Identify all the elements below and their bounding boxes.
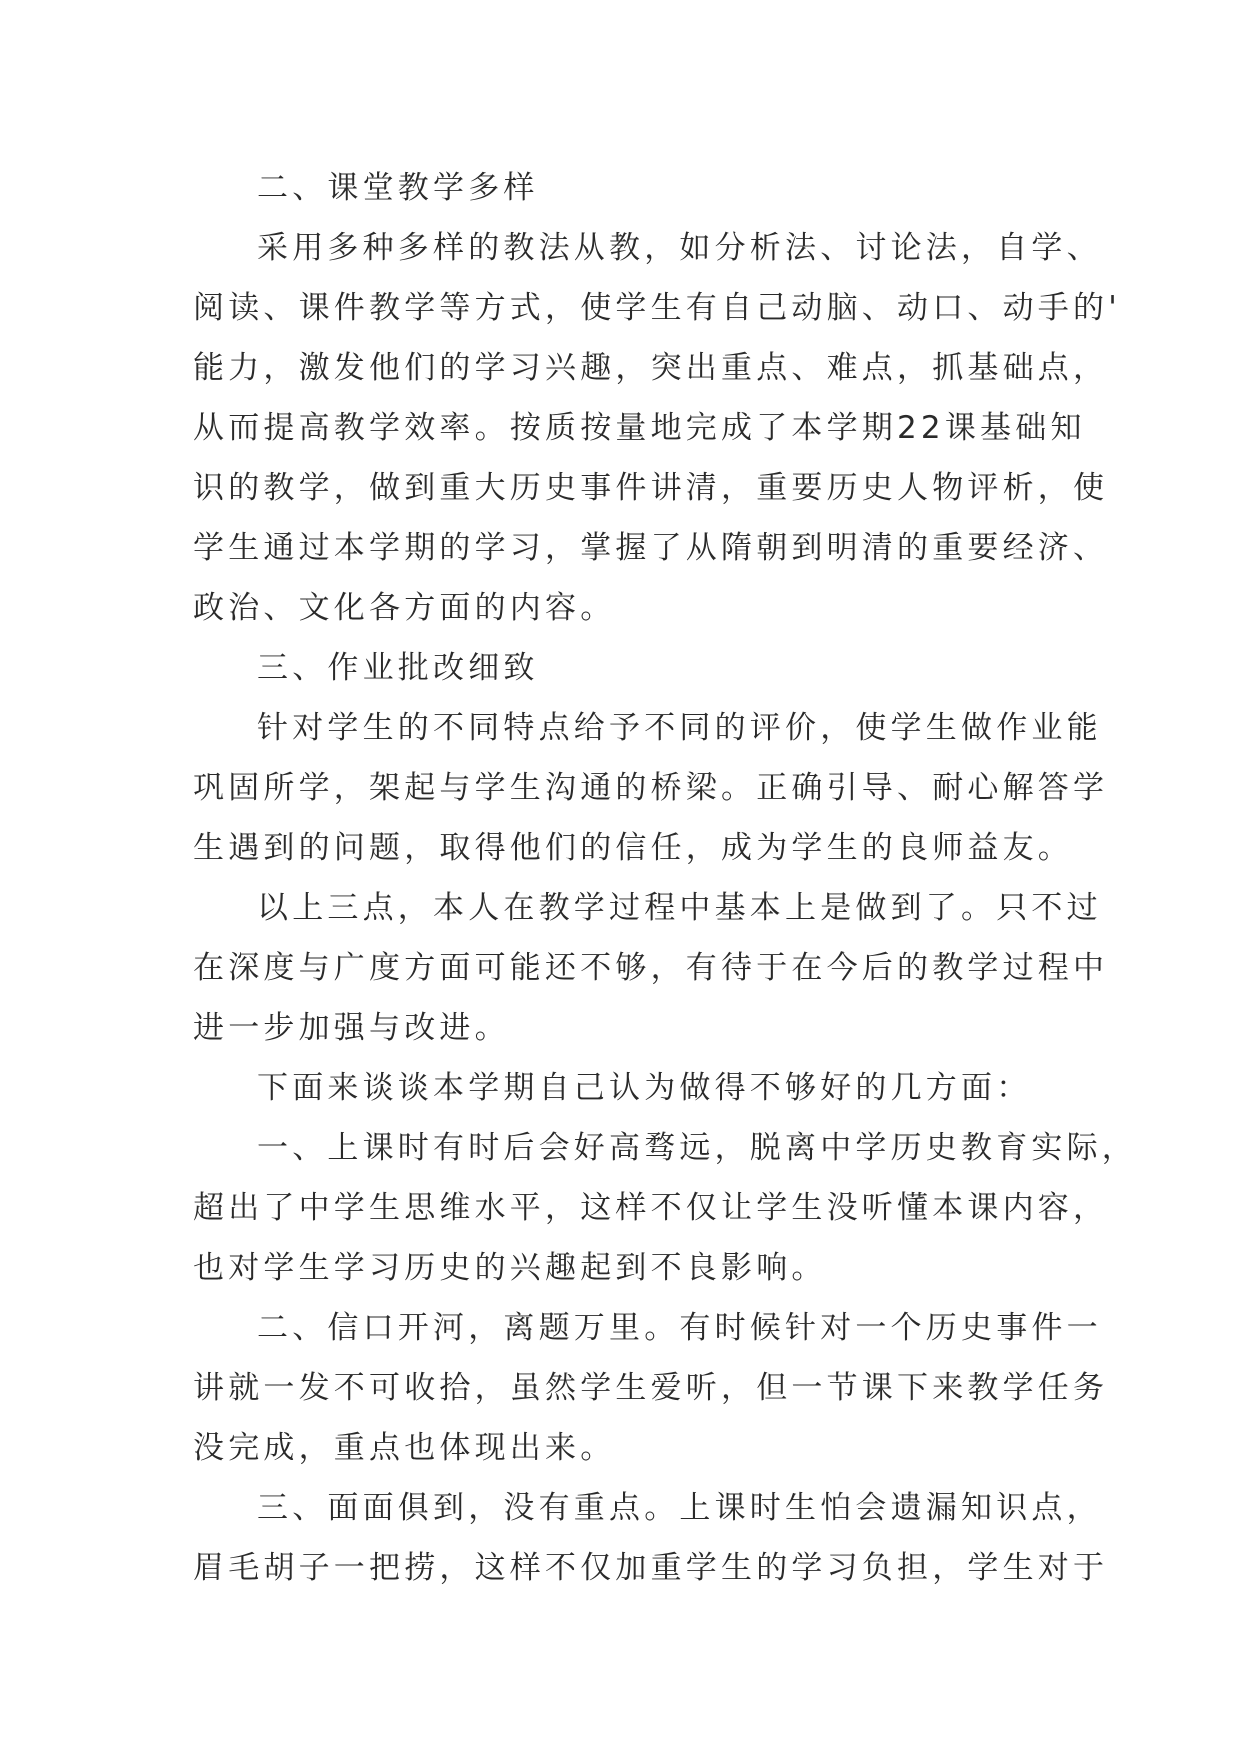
heading-classroom-teaching: 二、课堂教学多样 xyxy=(257,170,539,206)
paragraph-line: 针对学生的不同特点给予不同的评价，使学生做作业能 xyxy=(257,710,1102,746)
paragraph-line: 能力，激发他们的学习兴趣，突出重点、难点，抓基础点， xyxy=(193,350,1109,386)
paragraph-line: 学生通过本学期的学习，掌握了从隋朝到明清的重要经济、 xyxy=(193,530,1109,566)
paragraph-line: 三、面面俱到，没有重点。上课时生怕会遗漏知识点， xyxy=(257,1490,1102,1526)
paragraph-line: 二、信口开河，离题万里。有时候针对一个历史事件一 xyxy=(257,1310,1102,1346)
paragraph-line: 在深度与广度方面可能还不够，有待于在今后的教学过程中 xyxy=(193,950,1109,986)
paragraph-line: 阅读、课件教学等方式，使学生有自己动脑、动口、动手的' xyxy=(193,290,1121,326)
paragraph-line: 下面来谈谈本学期自己认为做得不够好的几方面： xyxy=(257,1070,1032,1106)
paragraph-line: 讲就一发不可收拾，虽然学生爱听，但一节课下来教学任务 xyxy=(193,1370,1109,1406)
paragraph-line: 以上三点，本人在教学过程中基本上是做到了。只不过 xyxy=(257,890,1102,926)
paragraph-line: 巩固所学，架起与学生沟通的桥梁。正确引导、耐心解答学 xyxy=(193,770,1109,806)
heading-homework-correction: 三、作业批改细致 xyxy=(257,650,539,686)
paragraph-line: 没完成，重点也体现出来。 xyxy=(193,1430,616,1466)
paragraph-line: 一、上课时有时后会好高骛远，脱离中学历史教育实际， xyxy=(257,1130,1137,1166)
paragraph-line: 识的教学，做到重大历史事件讲清，重要历史人物评析，使 xyxy=(193,470,1109,506)
paragraph-line: 进一步加强与改进。 xyxy=(193,1010,510,1046)
paragraph-line: 政治、文化各方面的内容。 xyxy=(193,590,616,626)
paragraph-line: 生遇到的问题，取得他们的信任，成为学生的良师益友。 xyxy=(193,830,1073,866)
paragraph-line: 也对学生学习历史的兴趣起到不良影响。 xyxy=(193,1250,827,1286)
paragraph-line: 从而提高教学效率。按质按量地完成了本学期22课基础知 xyxy=(193,410,1086,446)
paragraph-line: 超出了中学生思维水平，这样不仅让学生没听懂本课内容， xyxy=(193,1190,1109,1226)
paragraph-line: 眉毛胡子一把捞，这样不仅加重学生的学习负担，学生对于 xyxy=(193,1550,1109,1586)
paragraph-line: 采用多种多样的教法从教，如分析法、讨论法，自学、 xyxy=(257,230,1102,266)
